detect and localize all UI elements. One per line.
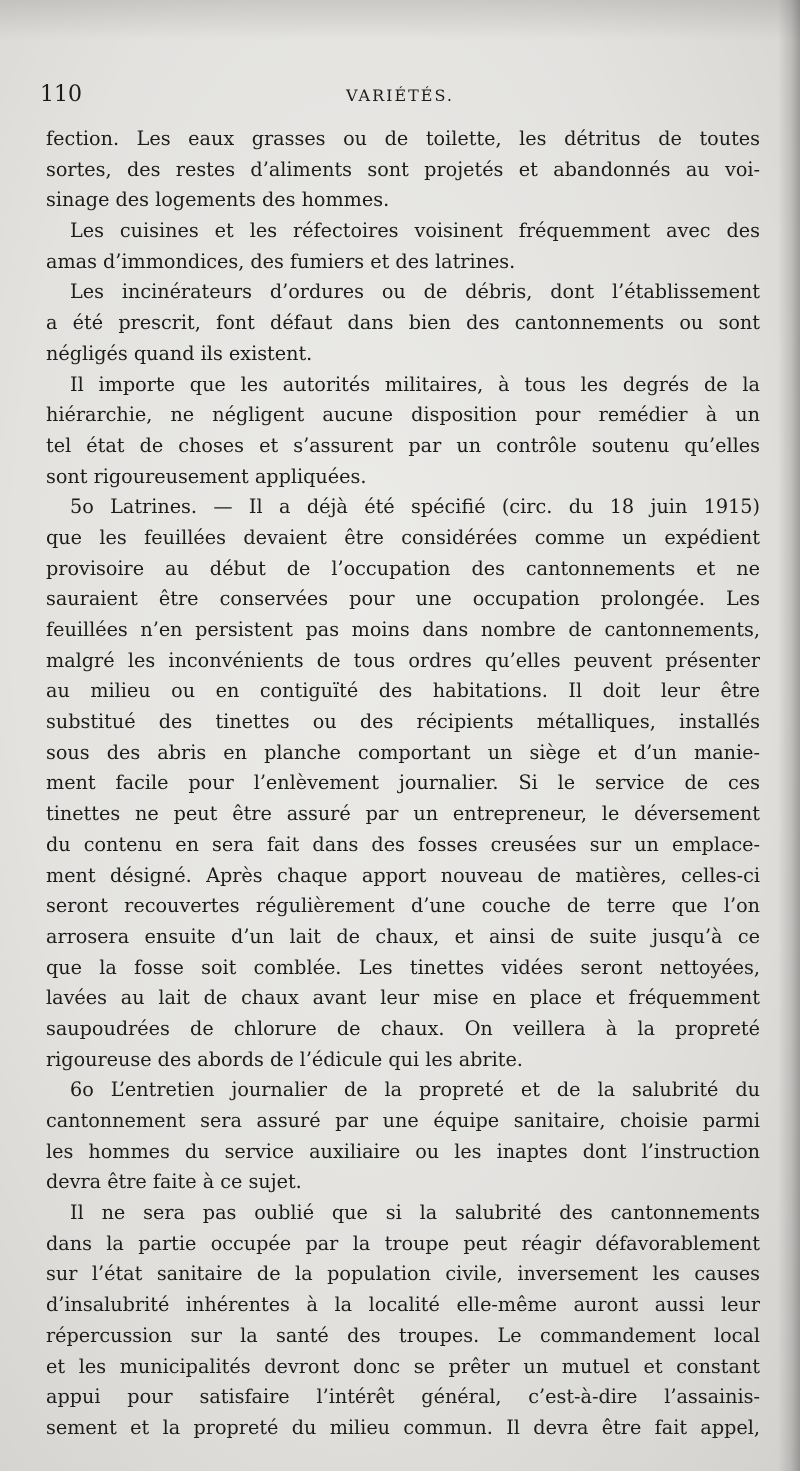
text-line: Les incinérateurs d’ordures ou de débris, dont l’établissement: [70, 280, 760, 304]
text-line: tel état de choses et s’assurent par un contrôle soutenu qu’elles: [46, 433, 760, 457]
text-line: Il importe que les autorités militaires, à tous les degrés de la: [70, 372, 760, 396]
text-line: cantonnement sera assuré par une équipe sanitaire, choisie parmi: [46, 1109, 760, 1132]
text-line: 6o L’entretien journalier de la propreté et de la salubrité du: [70, 1078, 760, 1102]
text-line: devra être faite à ce sujet.: [46, 1170, 302, 1194]
text-line: dans la partie occupée par la troupe peut réagir défavorablement: [46, 1231, 760, 1255]
text-line: sont rigoureusement appliquées.: [46, 464, 367, 488]
text-line: hiérarchie, ne négligent aucune disposition pour remédier à un: [46, 403, 760, 427]
text-line: sous des abris en planche comportant un siège et d’un manie-: [46, 740, 760, 764]
text-line: appui pour satisfaire l’intérêt général, c’est-à-dire l’assainis-: [46, 1385, 760, 1409]
text-line: au milieu ou en contiguïté des habitations. Il doit leur être: [46, 679, 760, 703]
text-line: répercussion sur la santé des troupes. Le commandement local: [46, 1323, 760, 1347]
text-line: malgré les inconvénients de tous ordres qu’elles peuvent présenter: [46, 648, 760, 672]
running-head: VARIÉTÉS.: [346, 86, 454, 105]
text-line: provisoire au début de l’occupation des cantonnements et ne: [46, 556, 760, 580]
text-line: sur l’état sanitaire de la population civile, inversement les causes: [46, 1262, 760, 1286]
text-line: que les feuillées devaient être considérées comme un expédient: [46, 525, 760, 549]
text-line: Les cuisines et les réfectoires voisinent fréquemment avec des: [70, 219, 760, 243]
text-line: sortes, des restes d’aliments sont projetés et abandonnés au voi-: [46, 157, 760, 181]
text-line: a été prescrit, font défaut dans bien des cantonnements ou sont: [46, 311, 760, 335]
text-line: substitué des tinettes ou des récipients métalliques, installés: [46, 710, 760, 734]
text-line: Il ne sera pas oublié que si la salubrité des cantonnements: [70, 1201, 760, 1225]
text-line: feuillées n’en persistent pas moins dans nombre de cantonnements,: [46, 618, 760, 641]
text-line: sement et la propreté du milieu commun. Il devra être fait appel,: [46, 1415, 760, 1439]
text-line: tinettes ne peut être assuré par un entrepreneur, le déversement: [46, 802, 760, 826]
text-line: sauraient être conservées pour une occupation prolongée. Les: [46, 587, 760, 611]
text-line: amas d’immondices, des fumiers et des latrines.: [46, 249, 516, 273]
text-line: ment désigné. Après chaque apport nouveau de matières, celles-ci: [46, 863, 760, 887]
page-number: 110: [40, 82, 82, 107]
text-line: que la fosse soit comblée. Les tinettes vidées seront nettoyées,: [46, 955, 760, 979]
text-line: arrosera ensuite d’un lait de chaux, et ainsi de suite jusqu’à ce: [46, 924, 760, 948]
text-line: ment facile pour l’enlèvement journalier. Si le service de ces: [46, 771, 760, 795]
body-text: [46, 124, 760, 1444]
text-line: les hommes du service auxiliaire ou les inaptes dont l’instruction: [46, 1139, 760, 1163]
text-line: rigoureuse des abords de l’édicule qui les abrite.: [46, 1047, 523, 1071]
page-header: [40, 82, 760, 112]
page-shadow-right: [778, 0, 800, 1471]
text-line: fection. Les eaux grasses ou de toilette, les détritus de toutes: [46, 127, 760, 150]
text-line: 5o Latrines. — Il a déjà été spécifié (circ. du 18 juin 1915): [70, 495, 760, 519]
text-line: seront recouvertes régulièrement d’une couche de terre que l’on: [46, 894, 760, 918]
text-line: négligés quand ils existent.: [46, 341, 313, 365]
text-line: du contenu en sera fait dans des fosses creusées sur un emplace-: [46, 832, 760, 856]
text-line: et les municipalités devront donc se prêter un mutuel et constant: [46, 1354, 760, 1378]
text-line: d’insalubrité inhérentes à la localité elle-même auront aussi leur: [46, 1293, 760, 1317]
text-line: saupoudrées de chlorure de chaux. On veillera à la propreté: [46, 1016, 760, 1040]
page-shadow-top: [0, 0, 800, 40]
text-line: sinage des logements des hommes.: [46, 188, 390, 212]
text-line: lavées au lait de chaux avant leur mise en place et fréquemment: [46, 986, 760, 1010]
